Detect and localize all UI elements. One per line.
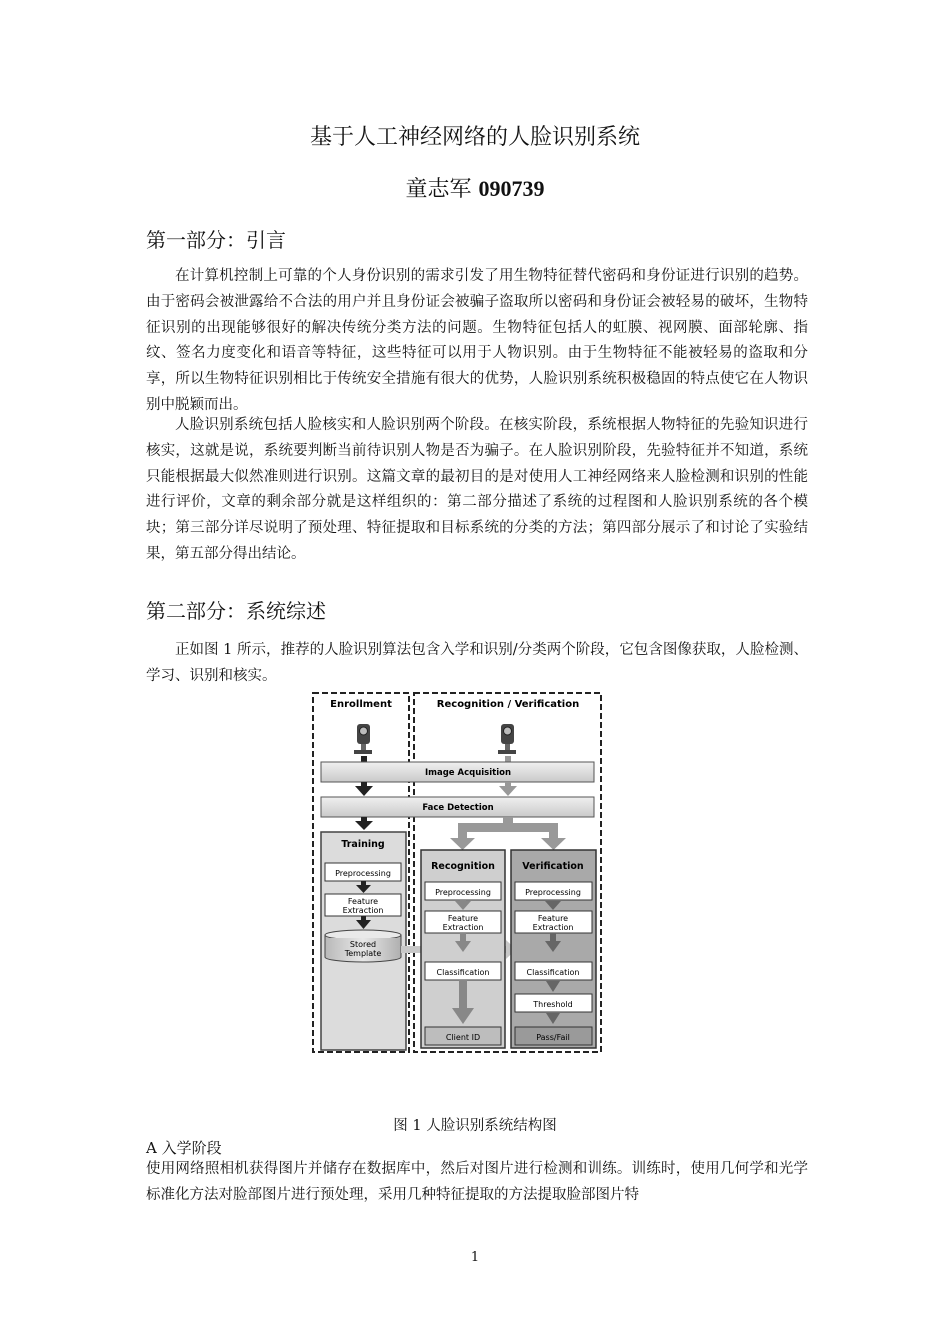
subsection-a-heading: A 入学阶段 (146, 1139, 222, 1157)
stored-template-label-1: Stored (349, 940, 377, 949)
training-feature-label-1: Feature (347, 897, 379, 906)
verif-classification-label: Classification (526, 968, 580, 977)
face-detection-label: Face Detection (422, 803, 494, 813)
page-number: 1 (470, 1250, 480, 1265)
training-preprocessing-label: Preprocessing (335, 869, 391, 878)
client-id-label: Client ID (445, 1033, 481, 1042)
verif-preprocessing-label: Preprocessing (525, 888, 581, 897)
recog-classification-label: Classification (436, 968, 490, 977)
arrow-icon (355, 782, 373, 796)
author-id: 090739 (478, 176, 545, 201)
recog-preprocessing-label: Preprocessing (435, 888, 491, 897)
enrollment-label: Enrollment (330, 699, 392, 710)
verification-label: Verification (522, 861, 584, 872)
stored-template-label-2: Template (344, 949, 382, 958)
verif-feature-label-2: Extraction (532, 923, 574, 932)
split-arrow-icon (450, 817, 566, 850)
section1-paragraph-1: 在计算机控制上可靠的个人身份识别的需求引发了用生物特征替代密码和身份证进行识别的趋势。由于密码会被泄露给不合法的用户并且身份证会被骗子盗取所以密码和身份证会被轻易的破坏，生物特征识别的出现能够很好的解决传统分类方法的问题。生物特征包括人的虹膜、视网膜、面部轮廓、指纹、签名力度变化和语音等特征，这些特征可以用于人物识别。由于生物特征不能被轻易的盗取和分享，所以生物特征识别相比于传统安全措施有很大的优势，人脸识别系统积极稳固的特点使它在人物识别中脱颖而出。 (146, 268, 808, 413)
figure-caption: 图 1 人脸识别系统结构图 (393, 1118, 557, 1134)
system-diagram (310, 690, 604, 1056)
recognition-label: Recognition (431, 861, 495, 872)
training-feature-label-2: Extraction (342, 906, 384, 915)
section2-paragraph: 正如图 1 所示，推荐的人脸识别算法包含入学和识别/分类两个阶段，它包含图像获取，人脸检测、学习、识别和核实。 (146, 642, 808, 684)
arrow-icon (499, 782, 517, 796)
author-line (0, 172, 950, 203)
threshold-label: Threshold (533, 1000, 573, 1009)
verif-feature-label-1: Feature (537, 914, 569, 923)
recog-verif-label: Recognition / Verification (436, 699, 580, 710)
subsection-a-paragraph: 使用网络照相机获得图片并储存在数据库中，然后对图片进行检测和训练。训练时，使用几何学和光学标准化方法对脸部图片进行预处理，采用几种特征提取的方法提取脸部图片特 (146, 1161, 808, 1203)
paper-title: 基于人工神经网络的人脸识别系统 (309, 125, 640, 150)
pass-fail-label: Pass/Fail (536, 1033, 570, 1042)
image-acquisition-label: Image Acquisition (424, 768, 512, 778)
arrow-icon (355, 817, 373, 830)
training-label: Training (341, 839, 385, 850)
camera-icon (498, 724, 516, 754)
recog-feature-label-1: Feature (447, 914, 479, 923)
author-name: 童志军 (405, 177, 472, 202)
section1-paragraph-2: 人脸识别系统包括人脸核实和人脸识别两个阶段。在核实阶段，系统根据人物特征的先验知识进行核实，这就是说，系统要判断当前待识别人物是否为骗子。在人脸识别阶段，先验特征并不知道，系统只能根据最大似然准则进行识别。这篇文章的最初目的是对使用人工神经网络来人脸检测和识别的性能进行评价，文章的剩余部分就是这样组织的：第二部分描述了系统的过程图和人脸识别系统的各个模块；第三部分详尽说明了预处理、特征提取和目标系统的分类的方法；第四部分展示了和讨论了实验结果，第五部分得出结论。 (146, 417, 808, 562)
recog-feature-label-2: Extraction (442, 923, 484, 932)
camera-icon (354, 724, 372, 754)
section1-heading: 第一部分：引言 (146, 228, 286, 252)
section2-heading: 第二部分：系统综述 (146, 599, 326, 623)
